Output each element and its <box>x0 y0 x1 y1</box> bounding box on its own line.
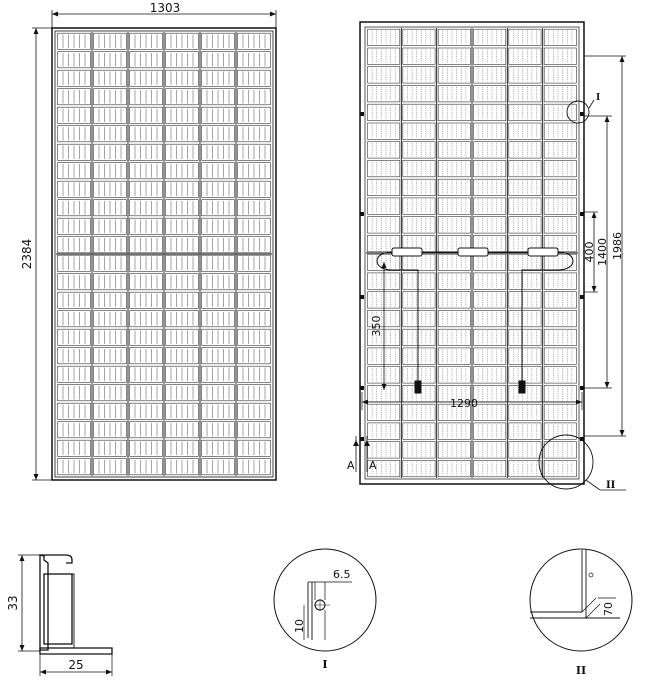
dimension-350 <box>370 262 387 390</box>
cell <box>438 160 470 176</box>
cell <box>544 142 576 158</box>
dimension-400 <box>583 212 598 292</box>
cell <box>368 404 400 420</box>
cell <box>474 292 506 308</box>
cell <box>368 86 400 102</box>
cell <box>544 217 576 233</box>
cable-left <box>377 252 418 388</box>
front-view <box>20 1 276 480</box>
cell <box>544 104 576 120</box>
cell <box>474 198 506 214</box>
cell <box>544 273 576 289</box>
profile-outline <box>40 555 72 650</box>
cell <box>544 310 576 326</box>
cell <box>544 292 576 308</box>
cell <box>438 292 470 308</box>
cell <box>438 179 470 195</box>
detail-I-offset-label: 10 <box>293 619 306 633</box>
cell <box>438 67 470 83</box>
front-cell-grid <box>56 32 272 476</box>
dimension-1290-label: 1290 <box>450 397 478 410</box>
junction-box-left <box>392 248 422 256</box>
detail-I <box>274 549 376 671</box>
cell <box>474 367 506 383</box>
cell <box>544 367 576 383</box>
cell <box>544 329 576 345</box>
cell <box>474 348 506 364</box>
cell <box>368 179 400 195</box>
cell <box>474 423 506 439</box>
cell <box>438 273 470 289</box>
cell <box>368 104 400 120</box>
cell <box>544 423 576 439</box>
dimension-1986-label: 1986 <box>611 232 624 260</box>
cell <box>368 123 400 139</box>
section-marker-left: A <box>347 459 355 472</box>
cell <box>368 160 400 176</box>
cell <box>544 67 576 83</box>
cell <box>544 442 576 458</box>
cell <box>474 29 506 45</box>
cell <box>474 123 506 139</box>
cell <box>474 217 506 233</box>
cell <box>438 348 470 364</box>
cell <box>544 179 576 195</box>
cell <box>544 160 576 176</box>
cell <box>474 273 506 289</box>
cell <box>474 104 506 120</box>
cell <box>438 310 470 326</box>
cell <box>438 48 470 64</box>
cell <box>438 423 470 439</box>
detail-II-offset-label: 70 <box>602 602 615 616</box>
cell <box>474 142 506 158</box>
cell <box>368 48 400 64</box>
cell <box>474 86 506 102</box>
cell <box>474 442 506 458</box>
dimension-400-label: 400 <box>583 241 596 263</box>
cell <box>438 198 470 214</box>
cell <box>368 142 400 158</box>
cell <box>368 198 400 214</box>
cell <box>474 310 506 326</box>
cell <box>368 67 400 83</box>
detail-I-caption: I <box>322 658 328 671</box>
cell <box>438 442 470 458</box>
cell <box>438 460 470 476</box>
cell <box>474 404 506 420</box>
detail-II-caption: II <box>575 664 587 677</box>
cell <box>368 442 400 458</box>
cell <box>544 123 576 139</box>
cell <box>544 48 576 64</box>
cell <box>474 329 506 345</box>
detail-I-hole-label: 6.5 <box>333 568 351 581</box>
front-width-dimension <box>52 1 276 28</box>
section-marker-right: A <box>369 459 377 472</box>
dimension-350-label: 350 <box>370 315 383 337</box>
cell <box>474 48 506 64</box>
junction-box-cables <box>377 248 573 393</box>
cell <box>544 29 576 45</box>
cell <box>438 367 470 383</box>
cell <box>474 179 506 195</box>
detail-II-callout <box>539 435 626 491</box>
connector-left <box>415 381 421 393</box>
cell <box>474 160 506 176</box>
frame-section-profile <box>6 555 112 676</box>
front-width-label: 1303 <box>149 1 181 15</box>
cell <box>474 254 506 270</box>
cell <box>438 104 470 120</box>
section-width-label: 25 <box>68 658 84 672</box>
cell <box>544 460 576 476</box>
junction-box-right <box>528 248 558 256</box>
cell <box>474 460 506 476</box>
back-view <box>347 22 626 491</box>
cell <box>438 123 470 139</box>
cell <box>544 385 576 401</box>
section-height-label: 33 <box>6 595 20 611</box>
cell <box>368 217 400 233</box>
cell <box>368 29 400 45</box>
dimension-1400-label: 1400 <box>596 238 609 266</box>
cable-right <box>522 252 573 388</box>
cell <box>544 404 576 420</box>
cell <box>474 67 506 83</box>
detail-II <box>530 549 632 677</box>
front-height-label: 2384 <box>20 238 34 270</box>
cell <box>438 86 470 102</box>
cell <box>544 86 576 102</box>
cell <box>438 254 470 270</box>
detail-II-marker: II <box>606 480 616 491</box>
cell <box>438 142 470 158</box>
cell <box>474 385 506 401</box>
detail-I-marker: I <box>596 93 601 103</box>
cell <box>368 423 400 439</box>
front-height-dimension <box>20 28 52 480</box>
cell <box>438 329 470 345</box>
cell <box>544 198 576 214</box>
cell <box>438 217 470 233</box>
cell <box>438 29 470 45</box>
connector-right <box>519 381 525 393</box>
junction-box-center <box>458 248 488 256</box>
cell <box>544 348 576 364</box>
section-marker <box>347 436 377 472</box>
